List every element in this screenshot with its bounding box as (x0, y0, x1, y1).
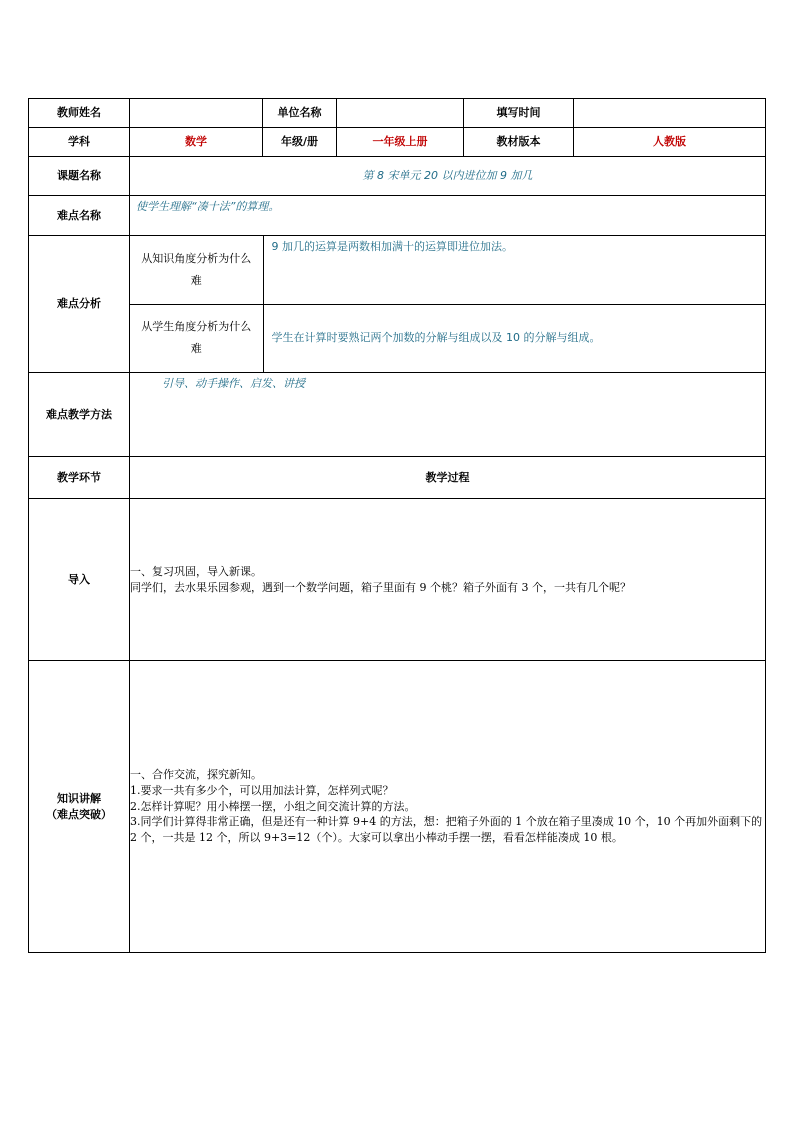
analysis-subtable (130, 236, 765, 372)
unit-name-value[interactable] (337, 99, 464, 128)
subject-label: 学科 (29, 128, 130, 157)
edition-value: 人教版 (574, 128, 766, 157)
student-angle-value: 学生在计算时要熟记两个加数的分解与组成以及 10 的分解与组成。 (271, 331, 601, 345)
explain-label-sub: （难点突破） (46, 807, 112, 821)
explain-label-cell (29, 661, 130, 953)
topic-label: 课题名称 (29, 157, 130, 196)
intro-line: 同学们，去水果乐园参观，遇到一个数学问题，箱子里面有 9 个桃？箱子外面有 3 个，一共有几个呢？ (130, 580, 631, 594)
fill-date-value[interactable] (574, 99, 766, 128)
edition-label: 教材版本 (464, 128, 574, 157)
explain-label: 知识讲解 (57, 791, 101, 805)
lesson-plan-table (28, 98, 766, 953)
explain-line: 1.要求一共有多少个，可以用加法计算，怎样列式呢？ (130, 783, 394, 797)
method-label: 难点教学方法 (29, 373, 130, 457)
explain-content (130, 661, 766, 953)
subject-value: 数学 (130, 128, 263, 157)
unit-name-label: 单位名称 (263, 99, 337, 128)
difficulty-label: 难点名称 (29, 196, 130, 236)
teacher-name-value[interactable] (130, 99, 263, 128)
intro-line: 一、复习巩固，导入新课。 (130, 564, 262, 578)
process-header-label: 教学过程 (130, 457, 766, 499)
analysis-label: 难点分析 (29, 236, 130, 373)
fill-date-label: 填写时间 (464, 99, 574, 128)
stage-header-label: 教学环节 (29, 457, 130, 499)
knowledge-angle-value: 9 加几的运算是两数相加满十的运算即进位加法。 (263, 236, 765, 304)
method-value: 引导、动手操作、启发、讲授 (130, 373, 766, 457)
grade-label: 年级/册 (263, 128, 337, 157)
grade-value: 一年级上册 (337, 128, 464, 157)
topic-value: 第 8 宋单元 20 以内进位加 9 加几 (130, 157, 766, 196)
explain-line: 3.同学们计算得非常正确，但是还有一种计算 9+4 的方法，想：把箱子外面的 1 个放在箱子里凑成 10 个，10 个再加外面剩下的 2 个，一共是 12 个，所以 9+3=12（个）。大家可以拿出小棒动手摆一摆，看看怎样能凑成 10 根。 (130, 815, 763, 845)
difficulty-value: 使学生理解“凑十法”的算理。 (130, 196, 766, 236)
teacher-name-label: 教师姓名 (29, 99, 130, 128)
analysis-cell (130, 236, 766, 373)
explain-line: 一、合作交流，探究新知。 (130, 767, 262, 781)
student-angle-label: 从学生角度分析为什么难 (130, 304, 263, 372)
intro-content (130, 499, 766, 661)
knowledge-angle-label: 从知识角度分析为什么难 (130, 236, 263, 304)
intro-label: 导入 (29, 499, 130, 661)
explain-line: 2.怎样计算呢？用小棒摆一摆，小组之间交流计算的方法。 (130, 799, 416, 813)
